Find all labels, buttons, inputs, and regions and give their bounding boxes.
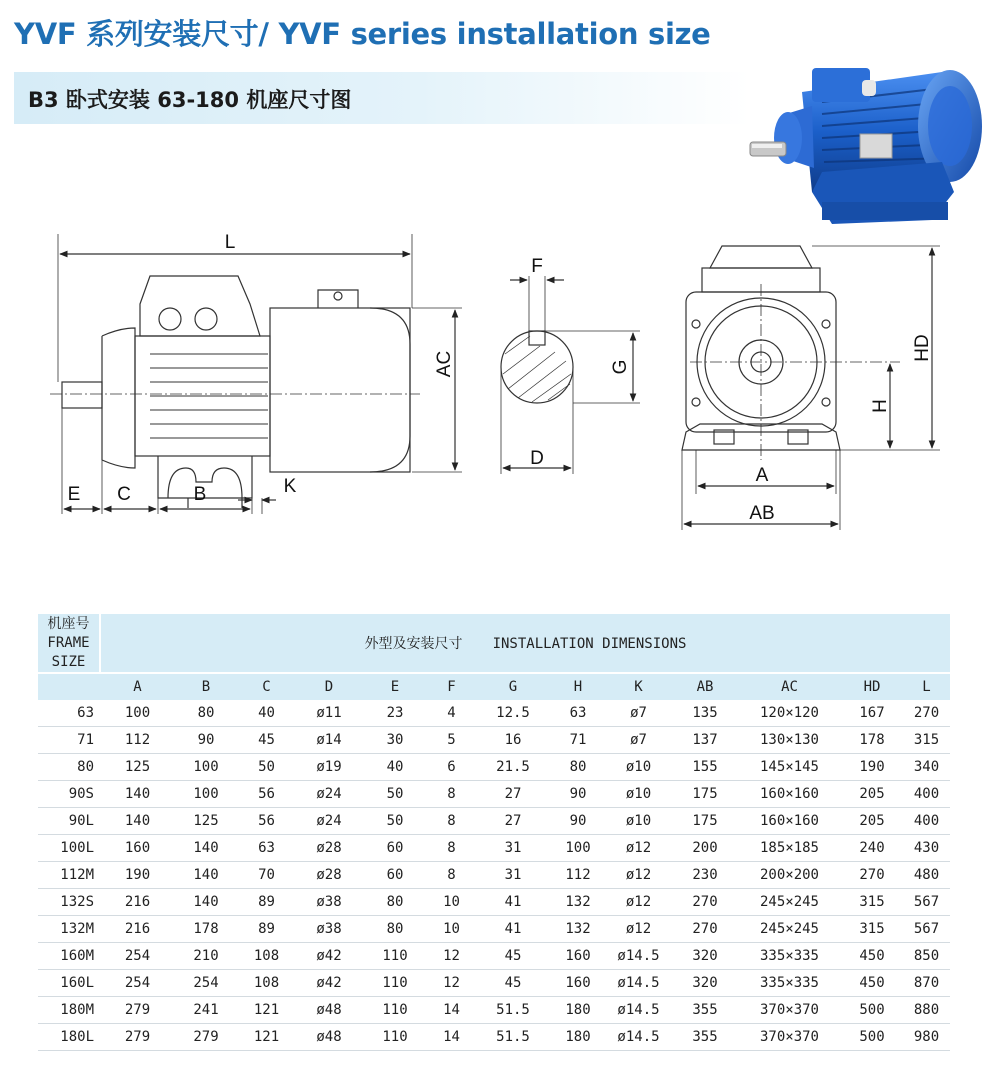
table-cell: ø24 (296, 781, 362, 808)
table-cell: 56 (237, 808, 296, 835)
table-cell: 450 (841, 970, 903, 997)
table-cell: 80 (362, 916, 428, 943)
table-cell: 567 (903, 889, 950, 916)
table-cell: 132 (551, 889, 605, 916)
table-row (38, 700, 950, 727)
table-cell: ø12 (605, 916, 672, 943)
table-cell: 500 (841, 1024, 903, 1051)
column-header-b: B (175, 673, 237, 700)
table-cell: 56 (237, 781, 296, 808)
motor-body (750, 68, 982, 224)
table-cell: ø48 (296, 997, 362, 1024)
table-cell: 880 (903, 997, 950, 1024)
table-cell: 180 (551, 997, 605, 1024)
table-row (38, 1024, 950, 1051)
table-cell: 80 (38, 754, 100, 781)
table-cell: 63 (38, 700, 100, 727)
table-row (38, 943, 950, 970)
table-cell: ø14.5 (605, 1024, 672, 1051)
table-cell: 315 (903, 727, 950, 754)
table-cell: 100 (175, 781, 237, 808)
table-cell: 980 (903, 1024, 950, 1051)
table-row (38, 916, 950, 943)
table-cell: 240 (841, 835, 903, 862)
table-cell: 355 (672, 997, 738, 1024)
table-cell: 14 (428, 997, 475, 1024)
table-cell: 27 (475, 808, 551, 835)
table-cell: 245×245 (738, 889, 841, 916)
label-D: D (530, 448, 544, 469)
table-cell: ø10 (605, 754, 672, 781)
table-cell: 140 (175, 835, 237, 862)
table-cell: 60 (362, 862, 428, 889)
table-cell: 140 (175, 862, 237, 889)
table-cell: 160L (38, 970, 100, 997)
table-row (38, 781, 950, 808)
table-cell: 108 (237, 970, 296, 997)
table-cell: 100L (38, 835, 100, 862)
table-cell: 340 (903, 754, 950, 781)
table-cell: 50 (362, 808, 428, 835)
table-cell: 870 (903, 970, 950, 997)
table-cell: 45 (475, 970, 551, 997)
table-cell: 100 (175, 754, 237, 781)
table-cell: 90 (551, 781, 605, 808)
table-cell: 90 (551, 808, 605, 835)
table-cell: ø14.5 (605, 970, 672, 997)
table-cell: 145×145 (738, 754, 841, 781)
table-cell: ø14.5 (605, 997, 672, 1024)
label-E: E (67, 484, 81, 505)
table-cell: 21.5 (475, 754, 551, 781)
table-cell: ø14 (296, 727, 362, 754)
table-cell: 180L (38, 1024, 100, 1051)
table-cell: 27 (475, 781, 551, 808)
table-cell: 10 (428, 889, 475, 916)
table-cell: 140 (175, 889, 237, 916)
motor-photo (742, 52, 994, 224)
table-cell: 30 (362, 727, 428, 754)
table-cell: ø12 (605, 862, 672, 889)
table-cell: 400 (903, 808, 950, 835)
table-cell: 90L (38, 808, 100, 835)
table-cell: 70 (237, 862, 296, 889)
label-K: K (283, 476, 297, 497)
table-cell: 190 (841, 754, 903, 781)
table-cell: 180 (551, 1024, 605, 1051)
column-header-c: C (237, 673, 296, 700)
table-cell: 850 (903, 943, 950, 970)
table-cell: 185×185 (738, 835, 841, 862)
table-cell: 160M (38, 943, 100, 970)
table-cell: 155 (672, 754, 738, 781)
page-title: YVF 系列安装尺寸/ YVF series installation size (14, 17, 711, 51)
table-cell: 178 (841, 727, 903, 754)
table-cell: 80 (551, 754, 605, 781)
table-cell: 355 (672, 1024, 738, 1051)
table-cell: 8 (428, 808, 475, 835)
table-cell: 23 (362, 700, 428, 727)
column-header-a: A (100, 673, 175, 700)
table-cell: 80 (362, 889, 428, 916)
table-cell: 71 (38, 727, 100, 754)
table-cell: 63 (237, 835, 296, 862)
table-cell: ø10 (605, 781, 672, 808)
table-cell: 178 (175, 916, 237, 943)
table-cell: 200×200 (738, 862, 841, 889)
column-header-l: L (903, 673, 950, 700)
label-C: C (117, 484, 131, 505)
table-cell: 160 (551, 970, 605, 997)
table-cell: ø14.5 (605, 943, 672, 970)
table-cell: 270 (672, 916, 738, 943)
label-A: A (755, 465, 769, 486)
table-cell: 335×335 (738, 943, 841, 970)
table-cell: 31 (475, 835, 551, 862)
table-cell: 230 (672, 862, 738, 889)
table-cell: 137 (672, 727, 738, 754)
table-cell: 205 (841, 781, 903, 808)
table-cell: 175 (672, 781, 738, 808)
table-cell: 132 (551, 916, 605, 943)
table-cell: ø12 (605, 889, 672, 916)
table-cell: 279 (175, 1024, 237, 1051)
dimension-table (38, 614, 950, 1051)
table-cell: 80 (175, 700, 237, 727)
table-cell: 89 (237, 916, 296, 943)
column-header-hd: HD (841, 673, 903, 700)
table-cell: ø28 (296, 835, 362, 862)
table-cell: ø12 (605, 835, 672, 862)
table-cell: 167 (841, 700, 903, 727)
column-header-k: K (605, 673, 672, 700)
label-F: F (531, 256, 543, 277)
label-L: L (224, 232, 236, 253)
label-AC: AC (434, 350, 455, 378)
table-cell: 175 (672, 808, 738, 835)
table-cell: 450 (841, 943, 903, 970)
table-cell: 121 (237, 1024, 296, 1051)
label-HD: HD (912, 334, 933, 362)
table-cell: 140 (100, 808, 175, 835)
table-cell: 254 (100, 970, 175, 997)
table-cell: 254 (175, 970, 237, 997)
table-cell: 40 (362, 754, 428, 781)
table-cell: 12 (428, 943, 475, 970)
table-cell: 112 (551, 862, 605, 889)
table-cell: 270 (903, 700, 950, 727)
table-cell: 31 (475, 862, 551, 889)
table-header-row (38, 614, 950, 673)
side-view (62, 276, 410, 508)
column-header-h: H (551, 673, 605, 700)
table-cell: 71 (551, 727, 605, 754)
table-cell: 160×160 (738, 781, 841, 808)
table-cell: ø38 (296, 916, 362, 943)
table-cell: 60 (362, 835, 428, 862)
table-cell: 245×245 (738, 916, 841, 943)
table-cell: 370×370 (738, 1024, 841, 1051)
table-cell: 100 (100, 700, 175, 727)
table-cell: 8 (428, 781, 475, 808)
table-cell: ø19 (296, 754, 362, 781)
table-cell: 6 (428, 754, 475, 781)
table-cell: 180M (38, 997, 100, 1024)
table-cell: 315 (841, 889, 903, 916)
table-cell: 50 (237, 754, 296, 781)
table-row (38, 862, 950, 889)
label-H: H (870, 399, 891, 413)
table-cell: 190 (100, 862, 175, 889)
table-cell: 130×130 (738, 727, 841, 754)
table-cell: 110 (362, 943, 428, 970)
table-cell: 480 (903, 862, 950, 889)
table-cell: 41 (475, 916, 551, 943)
table-cell: 41 (475, 889, 551, 916)
table-cell: 121 (237, 997, 296, 1024)
table-cell: 108 (237, 943, 296, 970)
table-row (38, 808, 950, 835)
table-cell: 90 (175, 727, 237, 754)
table-cell: 45 (237, 727, 296, 754)
table-cell: 4 (428, 700, 475, 727)
table-cell: 210 (175, 943, 237, 970)
table-row (38, 754, 950, 781)
table-cell: 335×335 (738, 970, 841, 997)
table-cell: 160×160 (738, 808, 841, 835)
table-cell: 125 (175, 808, 237, 835)
table-row (38, 727, 950, 754)
table-cell: 125 (100, 754, 175, 781)
table-cell: 567 (903, 916, 950, 943)
table-cell: 5 (428, 727, 475, 754)
table-cell: 12.5 (475, 700, 551, 727)
table-cell: 160 (100, 835, 175, 862)
table-cell: ø24 (296, 808, 362, 835)
label-AB: AB (749, 503, 775, 524)
table-cell: 12 (428, 970, 475, 997)
table-cell: 200 (672, 835, 738, 862)
column-header-g: G (475, 673, 551, 700)
table-cell: 110 (362, 970, 428, 997)
table-cell: 89 (237, 889, 296, 916)
table-cell: 216 (100, 916, 175, 943)
table-row (38, 835, 950, 862)
table-cell: 90S (38, 781, 100, 808)
table-cell: 216 (100, 889, 175, 916)
column-header-f: F (428, 673, 475, 700)
dimension-drawing (0, 224, 1000, 554)
table-cell: ø48 (296, 1024, 362, 1051)
table-cell: 45 (475, 943, 551, 970)
label-B: B (193, 484, 207, 505)
front-view (682, 246, 940, 530)
table-cell: 279 (100, 997, 175, 1024)
table-cell: 430 (903, 835, 950, 862)
table-cell: 50 (362, 781, 428, 808)
page-subtitle: B3 卧式安装 63-180 机座尺寸图 (28, 88, 352, 112)
table-cell: 320 (672, 943, 738, 970)
table-cell: ø11 (296, 700, 362, 727)
table-cell: 120×120 (738, 700, 841, 727)
table-cell: 160 (551, 943, 605, 970)
table-cell: 205 (841, 808, 903, 835)
table-cell: 63 (551, 700, 605, 727)
table-cell: 14 (428, 1024, 475, 1051)
table-cell: 40 (237, 700, 296, 727)
column-header-ab: AB (672, 673, 738, 700)
table-row (38, 997, 950, 1024)
column-header-d: D (296, 673, 362, 700)
column-header-e: E (362, 673, 428, 700)
table-cell: 132M (38, 916, 100, 943)
table-cell: 400 (903, 781, 950, 808)
table-cell: ø28 (296, 862, 362, 889)
table-cell: 270 (672, 889, 738, 916)
label-G: G (610, 359, 631, 375)
table-row (38, 970, 950, 997)
table-cell: 51.5 (475, 997, 551, 1024)
table-cell: 270 (841, 862, 903, 889)
table-cell: 112 (100, 727, 175, 754)
table-cell: ø7 (605, 727, 672, 754)
table-cell: ø38 (296, 889, 362, 916)
table-cell: 110 (362, 997, 428, 1024)
column-header-row (38, 673, 950, 700)
table-cell: ø42 (296, 970, 362, 997)
table-cell: 315 (841, 916, 903, 943)
table-cell: 16 (475, 727, 551, 754)
dimensions-header: 外型及安装尺寸 INSTALLATION DIMENSIONS (100, 614, 950, 673)
table-cell: 500 (841, 997, 903, 1024)
table-cell: ø42 (296, 943, 362, 970)
table-row (38, 889, 950, 916)
table-cell: 10 (428, 916, 475, 943)
table-cell: 135 (672, 700, 738, 727)
table-cell: 279 (100, 1024, 175, 1051)
table-cell: 254 (100, 943, 175, 970)
table-cell: 112M (38, 862, 100, 889)
table-cell: 132S (38, 889, 100, 916)
table-cell: 320 (672, 970, 738, 997)
table-cell: ø10 (605, 808, 672, 835)
table-cell: 241 (175, 997, 237, 1024)
column-header-ac: AC (738, 673, 841, 700)
table-cell: 51.5 (475, 1024, 551, 1051)
table-cell: 110 (362, 1024, 428, 1051)
table-cell: 8 (428, 835, 475, 862)
table-cell: 8 (428, 862, 475, 889)
table-cell: 100 (551, 835, 605, 862)
table-cell: 140 (100, 781, 175, 808)
table-cell: ø7 (605, 700, 672, 727)
table-cell: 370×370 (738, 997, 841, 1024)
frame-size-header: 机座号 FRAME SIZE (38, 614, 100, 673)
